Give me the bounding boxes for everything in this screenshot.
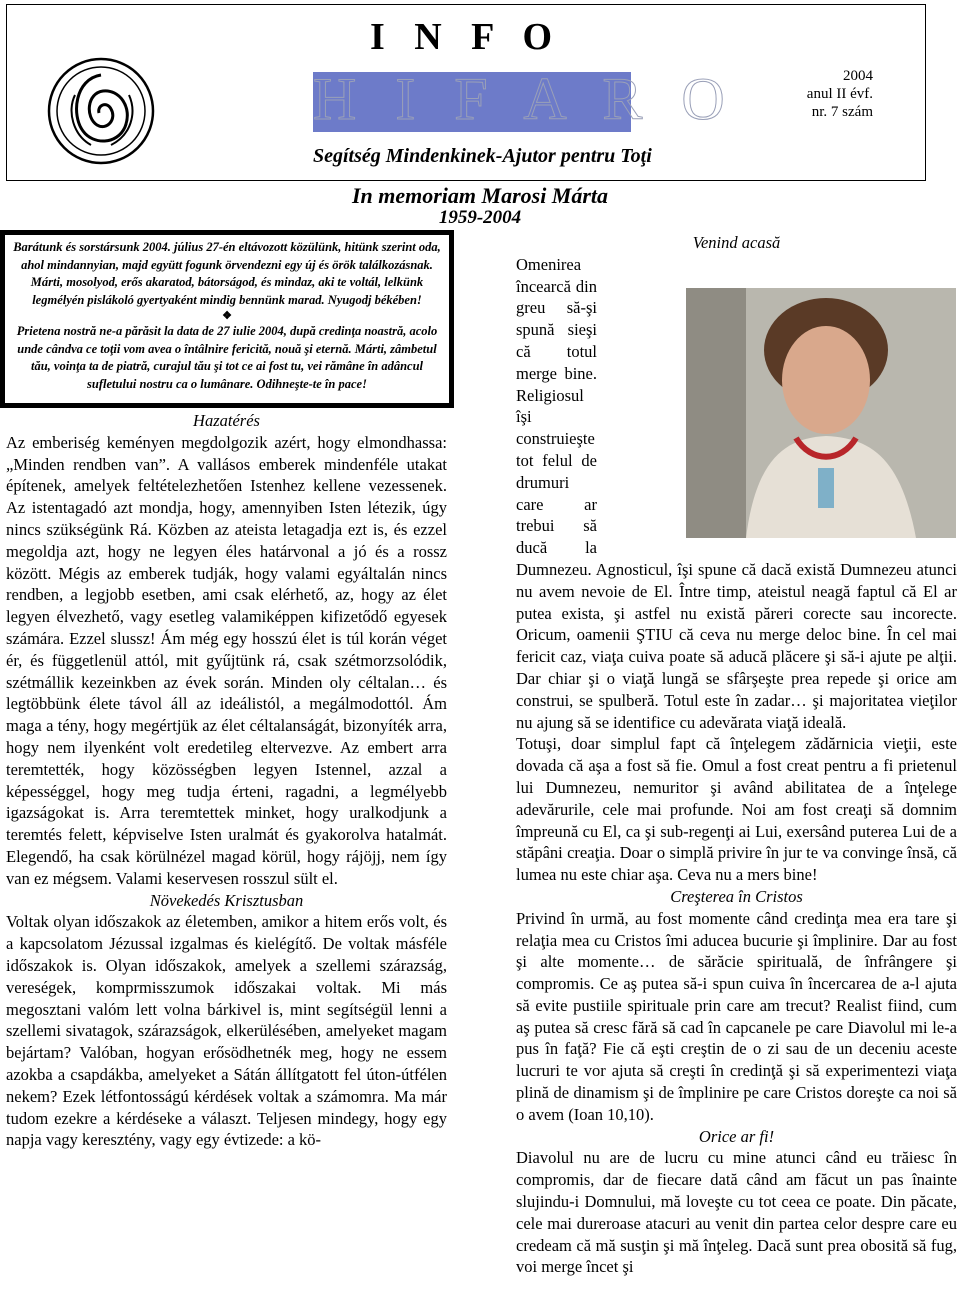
issue-year: 2004	[843, 68, 873, 84]
newsletter-name: H I F A R O	[313, 66, 737, 132]
paragraph: Totuşi, doar simplul fapt că înţelegem zădărnicia vieţii, este dovada că aşa a fost să fie. Omul a fost creat pentru a fi prietenul lui Dumnezeu, nemuritor şi având abilitatea de a înţelege adevărurile, cele mai profunde. Noi am fost creaţi să domnim împreună cu El, ca şi sub-regenţi ai Lui, exersând puterea Lui de a stăpâni creaţia. Doar o simplă privire în jur te va convinge însă, că lumea nu este chiar aşa. Ceva nu a mers bine!	[516, 734, 957, 885]
masthead	[6, 4, 926, 181]
memoriam-dates: 1959-2004	[438, 207, 522, 228]
memoriam-title: In memoriam Marosi Márta	[351, 183, 609, 208]
portrait-photo	[686, 288, 956, 538]
portrait-illustration	[686, 288, 956, 538]
memoriam-heading	[0, 184, 960, 228]
rose-spiral-logo-icon	[45, 55, 157, 167]
condolence-romanian: Prietena nostră ne-a părăsit la data de 27 iulie 2004, după credinţa noastră, acolo unde cândva ce toţii vom avea o întâlnire fericită, nouă şi eternă. Márti, zâmbetul tău, voinţa ta de piatră, curajul tău şi tot ce ai fost tu, vei rămâne în adâncul sufletului nostru ca o lumânare. Odihneşte-te în pace!	[16, 324, 438, 391]
heading-hazateres: Hazatérés	[193, 411, 260, 430]
newsletter-title: I N F O	[369, 16, 563, 58]
paragraph: Voltak olyan időszakok az életemben, amikor a hitem erős volt, és a kapcsolatom Jézussal izgalmas és kielégítő. De voltak másféle időszakok is. Olyan időszakok, amelyek a szellemi szárazság, vereségek, komprmisszumok időszakai voltak. Mi más megosztani valóm lett volna bárkivel is, mint segítségül lenni a szellemi sivatagok, szárazságok, elkerülésében, amelyeket magam bejártam? Valóban, hogyan erősödhetnék meg, hogy ne essem azokba a csapdákba, amelyeket a Sátán állítgatott fel úton-útfélen nekem? Ezek létfontosságú kérdések voltak a számomra. Ma már tudom ezekre a kérdéseke a választ. Teljesen mindegy, hogy egy napja vagy keresztény, vagy egy évtizede: a kö-	[6, 912, 447, 1150]
issue-volume: anul II évf.	[806, 86, 873, 102]
heading-cresterea: Creşterea în Cristos	[670, 886, 803, 906]
heading-novekedes: Növekedés Krisztusban	[149, 890, 304, 910]
motto: Segítség Mindenkinek-Ajutor pentru Toţi	[313, 145, 652, 167]
paragraph: Az emberiség keményen megdolgozik azért, hogy elmondhassa: „Minden rendben van”. A vallásos emberek mindenféle utakat építenek, amelyek feltételezhetően Istenhez kellene vezessenek. Az istentagadó azt mondja, hogy, amennyiben Isten létezik, úgy nincs szükségünk Rá. Közben az ateista letagadja ezt is, és ezzel megoldja azt, hogy ne legyen éles határvonal a jó és a rossz között. Mégis az emberek tudják, hogy valami egyáltalán nincs rendben, a legjobb esetben, ami csak elérhető, az, hogy az élet legyen élvezhető, vagy esetleg valamiképpen kifizetődő egyesek számára. Ezzel slussz! Ám még egy hosszú élet is túl korán véget ér, és függetlenül attól, mit gyűjtünk rá, csak szétmorzsolódik, szétmállik kezeinkben az évek során. Minden oly céltalan… és legtöbbünk élete távol áll az ideálistól, a megálmodottól. Ám maga a tény, hogy megértjük az élet céltalanságát, bizonyíték arra, hogy nem ilyenként volt eredetileg eltervezve. Az embert arra teremtették, hogy közösségben legyen Istennel, azzal a képességgel, hogy meg tudja érteni, ragadni, a legmélyebb igazságokat is. Arra teremtettek minket, hogy uralkodjunk a teremtés felett, képviselve Isten uralmát és gyakorolva hatalmát. Elegendő, ha csak körülnézel magad körül, hogy rájöjj, nem így van ez mégsem. Valami keservesen rosszul sült el.	[6, 432, 447, 888]
heading-venind-acasa: Venind acasă	[692, 233, 781, 252]
condolence-box	[0, 230, 454, 408]
issue-info	[807, 67, 873, 121]
condolence-hungarian: Barátunk és sorstársunk 2004. július 27-én eltávozott közülünk, hitünk szerint oda, ahol mindannyian, majd együtt fogunk örvendezni egy új és örök találkozásnak. Márti, mosolyod, erős akaratod, bátorságod, és mindaz, aki te voltál, lelkünk legmélyén pislákoló gyertyaként mindig bennünk marad. Nyugodj békében!	[13, 240, 441, 307]
issue-number: nr. 7 szám	[811, 104, 873, 120]
paragraph: Omenirea încearcă din greu să-şi spună sieşi că totul merge bine. Religiosul îşi construieşte tot felul de drumuri care ar trebui să ducă la Dumnezeu. Agnosticul, îşi spune că dacă există Dumnezeu atunci nu avem nevoie de El. Între timp, ateistul neagă faptul că El ar putea exista, şi astfel nu există păreri corecte sau incorecte. Oricum, oamenii ŞTIU că ceva nu merge deloc bine. În cel mai fericit caz, viaţa cuiva poate să aducă plăcere şi să-i ajute pe alţii. Dar chiar şi o viaţă lungă se sfârşeşte prea repede şi orice am construi, se spulberă. Totul este în zadar… şi majoritatea vieţilor nu ajung să se identifice cu adevărata viaţă ideală.	[516, 254, 957, 732]
heading-orice-ar-fi: Orice ar fi!	[698, 1126, 775, 1146]
ornament-icon: ❖	[222, 310, 232, 322]
paragraph: Privind în urmă, au fost momente când credinţa mea era tare şi relaţia mea cu Cristos îmi aducea bucurie şi împlinire. Dar au fost şi alte momente… de sărăcie spirituală, de înfrângere şi compromis. Ce aş putea să-i spun cuiva în încercarea de a-l ajuta să evite pustiile spirituale prin care am trecut? Realist fiind, cum aş putea să cresc fără să cad în capcanele pe care Diavolul mi le-a pus în faţă? Fie că eşti creştin de o zi sau de un deceniu aceste lucruri te vor ajuta să creşti în credinţă şi să experimentezi viaţa plină de dinamism şi de împlinire pe care Cristos doreşte ca noi să o avem (Ioan 10,10).	[516, 908, 957, 1124]
article-hungarian	[6, 410, 447, 1151]
paragraph: Diavolul nu are de lucru cu mine atunci când eu trăiesc în compromis, dar de fiecare dată când am făcut un pas înainte slujindu-i Domnului, mă loveşte cu tot ceea ce poate. Din păcate, cele mai dureroase atacuri au venit din partea celor despre care eu credeam că mă susţin şi mă înţeleg. Dacă sunt prea obosită să fug, voi merge încet şi	[516, 1148, 957, 1277]
